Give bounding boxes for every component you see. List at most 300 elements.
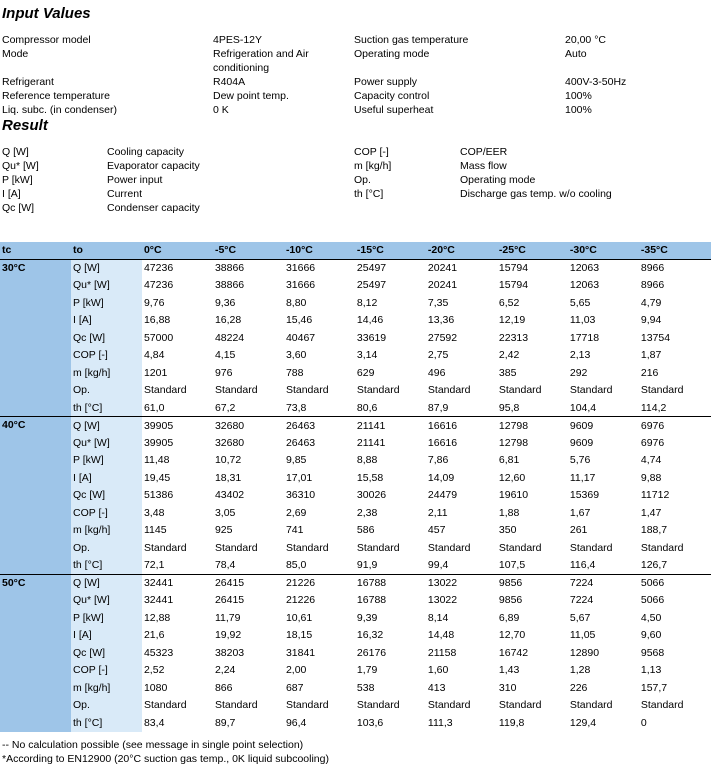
data-cell: 40467 [285, 331, 316, 344]
data-cell: Standard [640, 384, 684, 397]
data-cell: 8,14 [427, 611, 449, 624]
data-cell: 85,0 [285, 559, 307, 571]
legend-description: COP/EER [460, 146, 508, 158]
data-cell: 2,13 [569, 349, 591, 362]
data-cell: 8966 [639, 259, 711, 277]
data-cell: 91,9 [356, 559, 378, 571]
data-cell: 12063 [569, 279, 600, 292]
data-cell: 6976 [639, 417, 711, 435]
data-cell: 3,14 [356, 349, 378, 362]
data-cell: Standard [285, 384, 329, 397]
data-cell: 10,72 [214, 454, 242, 467]
table-row [0, 644, 711, 662]
data-cell: 12,60 [498, 471, 526, 484]
data-cell: 16788 [356, 594, 387, 607]
row-label: th [°C] [71, 714, 142, 732]
data-cell: 45323 [143, 646, 174, 659]
data-cell: Standard [569, 699, 613, 712]
data-cell: 925 [214, 524, 233, 537]
row-label: th [°C] [71, 557, 142, 575]
data-cell: 9,88 [640, 471, 662, 484]
table-row [0, 697, 711, 715]
data-cell: 32441 [143, 594, 174, 607]
data-cell: 0 [640, 716, 647, 729]
table-row [0, 574, 711, 592]
data-cell: 385 [498, 366, 517, 379]
table-row [0, 259, 711, 277]
table-row [0, 329, 711, 347]
data-cell: Standard [427, 541, 471, 554]
data-cell: Standard [285, 699, 329, 712]
row-label: Qu* [W] [71, 592, 142, 610]
table-row [0, 522, 711, 540]
footnote-no-calc: -- No calculation possible (see message in single point selection) [2, 739, 304, 751]
data-cell: 1,88 [498, 506, 520, 519]
data-cell: Standard [143, 699, 187, 712]
input-value: Dew point temp. [213, 90, 289, 102]
input-label: Refrigerant [2, 76, 54, 88]
data-cell: 16,88 [143, 314, 171, 327]
data-cell: 13022 [426, 574, 497, 592]
data-cell: Standard [640, 699, 684, 712]
data-cell: 457 [427, 524, 446, 537]
row-label: Q [W] [71, 417, 142, 435]
data-cell: Standard [640, 541, 684, 554]
data-cell: 11,17 [569, 471, 596, 484]
data-cell: 119,8 [498, 716, 525, 729]
data-cell: 26463 [285, 436, 316, 449]
data-cell: 38866 [213, 259, 284, 277]
data-cell: 21141 [355, 417, 426, 435]
data-cell: 87,9 [427, 401, 449, 414]
data-cell: 16788 [355, 574, 426, 592]
data-cell: 538 [356, 681, 375, 694]
legend-symbol: Qc [W] [2, 202, 35, 214]
data-cell: 350 [498, 524, 517, 537]
data-cell: 15,46 [285, 314, 313, 327]
table-row [0, 469, 711, 487]
data-cell: 9,39 [356, 611, 378, 624]
input-value: R404A [213, 76, 246, 88]
data-cell: 33619 [356, 331, 387, 344]
data-cell: 32441 [142, 574, 213, 592]
data-cell: Standard [427, 384, 471, 397]
data-cell: 12,19 [498, 314, 526, 327]
data-cell: 26463 [284, 417, 355, 435]
data-cell: Standard [356, 541, 400, 554]
data-cell: 226 [569, 681, 588, 694]
data-cell: 103,6 [356, 716, 384, 729]
data-cell: 11,05 [569, 629, 596, 642]
data-cell: 5066 [640, 594, 665, 607]
legend-description: Evaporator capacity [107, 160, 200, 172]
data-cell: 11,48 [143, 454, 170, 467]
data-cell: 16,32 [356, 629, 384, 642]
data-cell: 17718 [569, 331, 600, 344]
data-cell: 8,12 [356, 296, 378, 309]
table-row [0, 347, 711, 365]
table-row [0, 714, 711, 732]
data-cell: 1,79 [356, 664, 378, 677]
data-cell: 10,61 [285, 611, 313, 624]
row-label: P [kW] [71, 609, 142, 627]
input-value: 400V-3-50Hz [565, 76, 627, 88]
data-cell: 43402 [214, 489, 245, 502]
data-cell: 188,7 [640, 524, 668, 537]
data-cell: 18,15 [285, 629, 313, 642]
data-cell: 4,79 [640, 296, 662, 309]
input-value: 100% [565, 104, 592, 116]
table-row [0, 679, 711, 697]
data-cell: 12798 [497, 417, 568, 435]
data-cell: 11712 [640, 489, 670, 502]
data-cell: 586 [356, 524, 375, 537]
data-cell: 47236 [142, 259, 213, 277]
data-cell: 3,48 [143, 506, 165, 519]
data-cell: 18,31 [214, 471, 242, 484]
data-cell: 31666 [285, 279, 316, 292]
data-cell: 9856 [498, 594, 523, 607]
data-cell: 12,70 [498, 629, 526, 642]
data-cell: 17,01 [285, 471, 313, 484]
input-label: Mode [2, 48, 29, 60]
row-label: I [A] [71, 312, 142, 330]
condensing-temp-cell: 50°C [0, 574, 71, 732]
table-row [0, 294, 711, 312]
data-cell: 30026 [356, 489, 387, 502]
data-cell: 16,28 [214, 314, 242, 327]
data-cell: 4,74 [640, 454, 662, 467]
data-cell: 57000 [143, 331, 174, 344]
legend-symbol: Q [W] [2, 146, 29, 158]
data-cell: 15794 [498, 279, 529, 292]
row-label: Op. [71, 382, 142, 400]
data-cell: 12798 [498, 436, 529, 449]
input-value: Auto [565, 48, 587, 60]
data-cell: 3,60 [285, 349, 307, 362]
row-label: Qu* [W] [71, 277, 142, 295]
row-label: P [kW] [71, 452, 142, 470]
header-to: to [71, 242, 142, 259]
data-cell: 14,09 [427, 471, 455, 484]
data-cell: 24479 [427, 489, 458, 502]
data-cell: 9,94 [640, 314, 662, 327]
data-cell: 14,46 [356, 314, 384, 327]
data-cell: 2,52 [143, 664, 165, 677]
data-cell: 4,84 [143, 349, 165, 362]
legend-symbol: P [kW] [2, 174, 33, 186]
data-cell: 9568 [640, 646, 665, 659]
legend-symbol: m [kg/h] [354, 160, 392, 172]
legend-description: Mass flow [460, 160, 507, 172]
data-cell: 21226 [284, 574, 355, 592]
data-cell: 38203 [214, 646, 245, 659]
data-cell: 36310 [285, 489, 316, 502]
data-cell: 3,05 [214, 506, 236, 519]
data-cell: 99,4 [427, 559, 449, 571]
data-cell: Standard [214, 699, 258, 712]
data-cell: 96,4 [285, 716, 307, 729]
data-cell: Standard [427, 699, 471, 712]
data-cell: 13022 [427, 594, 458, 607]
table-row [0, 312, 711, 330]
table-row [0, 364, 711, 382]
condensing-temp-cell: 40°C [0, 417, 71, 575]
data-cell: 21141 [356, 436, 386, 449]
data-cell: 32680 [214, 436, 245, 449]
data-cell: 788 [285, 366, 304, 379]
row-label: Qc [W] [71, 644, 142, 662]
data-cell: 6,89 [498, 611, 520, 624]
input-values-heading: Input Values [2, 5, 91, 22]
data-cell: 496 [427, 366, 446, 379]
table-row [0, 434, 711, 452]
legend-symbol: Op. [354, 174, 371, 186]
legend-description: Power input [107, 174, 163, 186]
legend-symbol: COP [-] [354, 146, 389, 158]
data-cell: Standard [356, 699, 400, 712]
data-cell: 1,67 [569, 506, 591, 519]
header-evap-temp: -5°C [213, 242, 284, 259]
table-row [0, 609, 711, 627]
data-cell: 9609 [569, 436, 594, 449]
legend-symbol: I [A] [2, 188, 21, 200]
data-cell: 5,76 [569, 454, 591, 467]
data-cell: 687 [285, 681, 304, 694]
data-cell: 7224 [569, 594, 594, 607]
data-cell: 20241 [426, 259, 497, 277]
row-label: I [A] [71, 627, 142, 645]
data-cell: 1,47 [640, 506, 662, 519]
data-cell: 1145 [143, 524, 167, 537]
row-label: Op. [71, 539, 142, 557]
input-value-cont: conditioning [213, 62, 270, 74]
table-row [0, 417, 711, 435]
data-cell: 1,43 [498, 664, 520, 677]
table-row [0, 662, 711, 680]
data-cell: 5066 [639, 574, 711, 592]
row-label: COP [-] [71, 662, 142, 680]
data-cell: 19,45 [143, 471, 171, 484]
data-cell: 26415 [214, 594, 245, 607]
row-label: COP [-] [71, 347, 142, 365]
data-cell: 95,8 [498, 401, 520, 414]
data-cell: 20241 [427, 279, 458, 292]
legend-description: Current [107, 188, 143, 200]
data-cell: 8,88 [356, 454, 378, 467]
data-cell: 26415 [213, 574, 284, 592]
data-cell: 129,4 [569, 716, 597, 729]
data-cell: 114,2 [640, 401, 667, 414]
input-value: 0 K [213, 104, 229, 116]
row-label: th [°C] [71, 399, 142, 417]
data-cell: 1,13 [640, 664, 662, 677]
data-cell: 19610 [498, 489, 529, 502]
data-cell: 13,36 [427, 314, 455, 327]
data-cell: 9,36 [214, 296, 236, 309]
condensing-temp-cell: 30°C [0, 259, 71, 417]
data-cell: 32680 [213, 417, 284, 435]
data-cell: 8966 [640, 279, 665, 292]
data-cell: 31841 [285, 646, 316, 659]
data-cell: 61,0 [143, 401, 165, 414]
data-cell: 48224 [214, 331, 245, 344]
data-cell: 15369 [569, 489, 600, 502]
data-cell: 72,1 [143, 559, 165, 571]
header-tc: tc [0, 242, 71, 259]
input-label: Suction gas temperature [354, 34, 469, 46]
data-cell: 25497 [355, 259, 426, 277]
row-label: m [kg/h] [71, 679, 142, 697]
data-cell: 12,88 [143, 611, 171, 624]
data-cell: 2,11 [427, 506, 448, 519]
data-cell: Standard [498, 699, 542, 712]
data-cell: 73,8 [285, 401, 307, 414]
data-cell: 11,79 [214, 611, 241, 624]
data-cell: 261 [569, 524, 588, 537]
legend-description: Operating mode [460, 174, 536, 186]
row-label: I [A] [71, 469, 142, 487]
data-cell: 39905 [143, 436, 174, 449]
data-cell: 11,03 [569, 314, 596, 327]
data-cell: 116,4 [569, 559, 596, 571]
table-row [0, 399, 711, 417]
data-cell: 5,67 [569, 611, 591, 624]
data-cell: 12890 [569, 646, 600, 659]
result-heading: Result [2, 117, 48, 134]
data-cell: 21,6 [143, 629, 165, 642]
header-evap-temp: -10°C [284, 242, 355, 259]
input-value: 4PES-12Y [213, 34, 263, 46]
data-cell: 6,81 [498, 454, 520, 467]
input-value: Refrigeration and Air [213, 48, 309, 60]
row-label: P [kW] [71, 294, 142, 312]
data-cell: 27592 [427, 331, 458, 344]
data-cell: 5,65 [569, 296, 591, 309]
data-cell: Standard [498, 384, 542, 397]
header-evap-temp: -30°C [568, 242, 639, 259]
table-header-row [0, 242, 711, 259]
data-cell: 21158 [427, 646, 457, 659]
data-cell: 1080 [143, 681, 168, 694]
input-label: Compressor model [2, 34, 91, 46]
data-cell: 1,60 [427, 664, 449, 677]
input-label: Reference temperature [2, 90, 110, 102]
data-cell: 19,92 [214, 629, 242, 642]
data-cell: 26176 [356, 646, 387, 659]
input-label: Operating mode [354, 48, 430, 60]
data-cell: 1201 [143, 366, 168, 379]
data-cell: Standard [143, 541, 187, 554]
input-value: 20,00 °C [565, 34, 606, 46]
row-label: Qu* [W] [71, 434, 142, 452]
input-label: Liq. subc. (in condenser) [2, 104, 117, 116]
row-label: Q [W] [71, 259, 142, 277]
data-cell: 866 [214, 681, 233, 694]
data-cell: Standard [356, 384, 400, 397]
data-cell: 9,60 [640, 629, 662, 642]
table-row [0, 382, 711, 400]
data-cell: 12063 [568, 259, 639, 277]
data-cell: 413 [427, 681, 446, 694]
data-cell: 6976 [640, 436, 665, 449]
data-cell: 4,15 [214, 349, 236, 362]
data-cell: 15794 [497, 259, 568, 277]
row-label: Qc [W] [71, 329, 142, 347]
table-row [0, 627, 711, 645]
data-cell: 13754 [640, 331, 671, 344]
header-evap-temp: -15°C [355, 242, 426, 259]
data-cell: 22313 [498, 331, 529, 344]
data-cell: 310 [498, 681, 517, 694]
data-cell: 47236 [143, 279, 174, 292]
input-label: Capacity control [354, 90, 430, 102]
table-row [0, 557, 711, 575]
input-label: Useful superheat [354, 104, 434, 116]
data-cell: 4,50 [640, 611, 662, 624]
data-cell: 80,6 [356, 401, 378, 414]
data-cell: 2,42 [498, 349, 520, 362]
data-cell: 78,4 [214, 559, 236, 571]
data-cell: 111,3 [427, 716, 453, 729]
data-cell: 7224 [568, 574, 639, 592]
data-cell: 292 [569, 366, 588, 379]
data-cell: 9,85 [285, 454, 307, 467]
data-cell: 14,48 [427, 629, 455, 642]
data-cell: Standard [214, 541, 258, 554]
legend-symbol: Qu* [W] [2, 160, 39, 172]
legend-description: Discharge gas temp. w/o cooling [460, 188, 612, 200]
data-cell: 39905 [142, 417, 213, 435]
data-cell: 15,58 [356, 471, 384, 484]
data-cell: 9,76 [143, 296, 165, 309]
data-cell: 107,5 [498, 559, 526, 571]
data-cell: 83,4 [143, 716, 165, 729]
data-cell: 157,7 [640, 681, 668, 694]
data-cell: 89,7 [214, 716, 236, 729]
header-evap-temp: -35°C [639, 242, 711, 259]
table-row [0, 452, 711, 470]
data-cell: 6,52 [498, 296, 520, 309]
data-cell: 16742 [498, 646, 529, 659]
header-evap-temp: -20°C [426, 242, 497, 259]
table-row [0, 539, 711, 557]
data-cell: 25497 [356, 279, 387, 292]
data-cell: 31666 [284, 259, 355, 277]
data-cell: 2,24 [214, 664, 236, 677]
row-label: m [kg/h] [71, 522, 142, 540]
data-cell: 67,2 [214, 401, 236, 414]
table-row [0, 504, 711, 522]
data-cell: 16616 [427, 436, 458, 449]
data-cell: 126,7 [640, 559, 668, 571]
data-cell: 7,86 [427, 454, 449, 467]
legend-description: Cooling capacity [107, 146, 185, 158]
legend-symbol: th [°C] [354, 188, 384, 200]
data-cell: 1,28 [569, 664, 591, 677]
data-cell: 21226 [285, 594, 316, 607]
row-label: Op. [71, 697, 142, 715]
row-label: Q [W] [71, 574, 142, 592]
row-label: m [kg/h] [71, 364, 142, 382]
data-cell: Standard [285, 541, 329, 554]
data-cell: 104,4 [569, 401, 597, 414]
data-cell: 51386 [143, 489, 174, 502]
row-label: COP [-] [71, 504, 142, 522]
input-value: 100% [565, 90, 592, 102]
data-cell: 9856 [497, 574, 568, 592]
data-cell: 2,38 [356, 506, 378, 519]
